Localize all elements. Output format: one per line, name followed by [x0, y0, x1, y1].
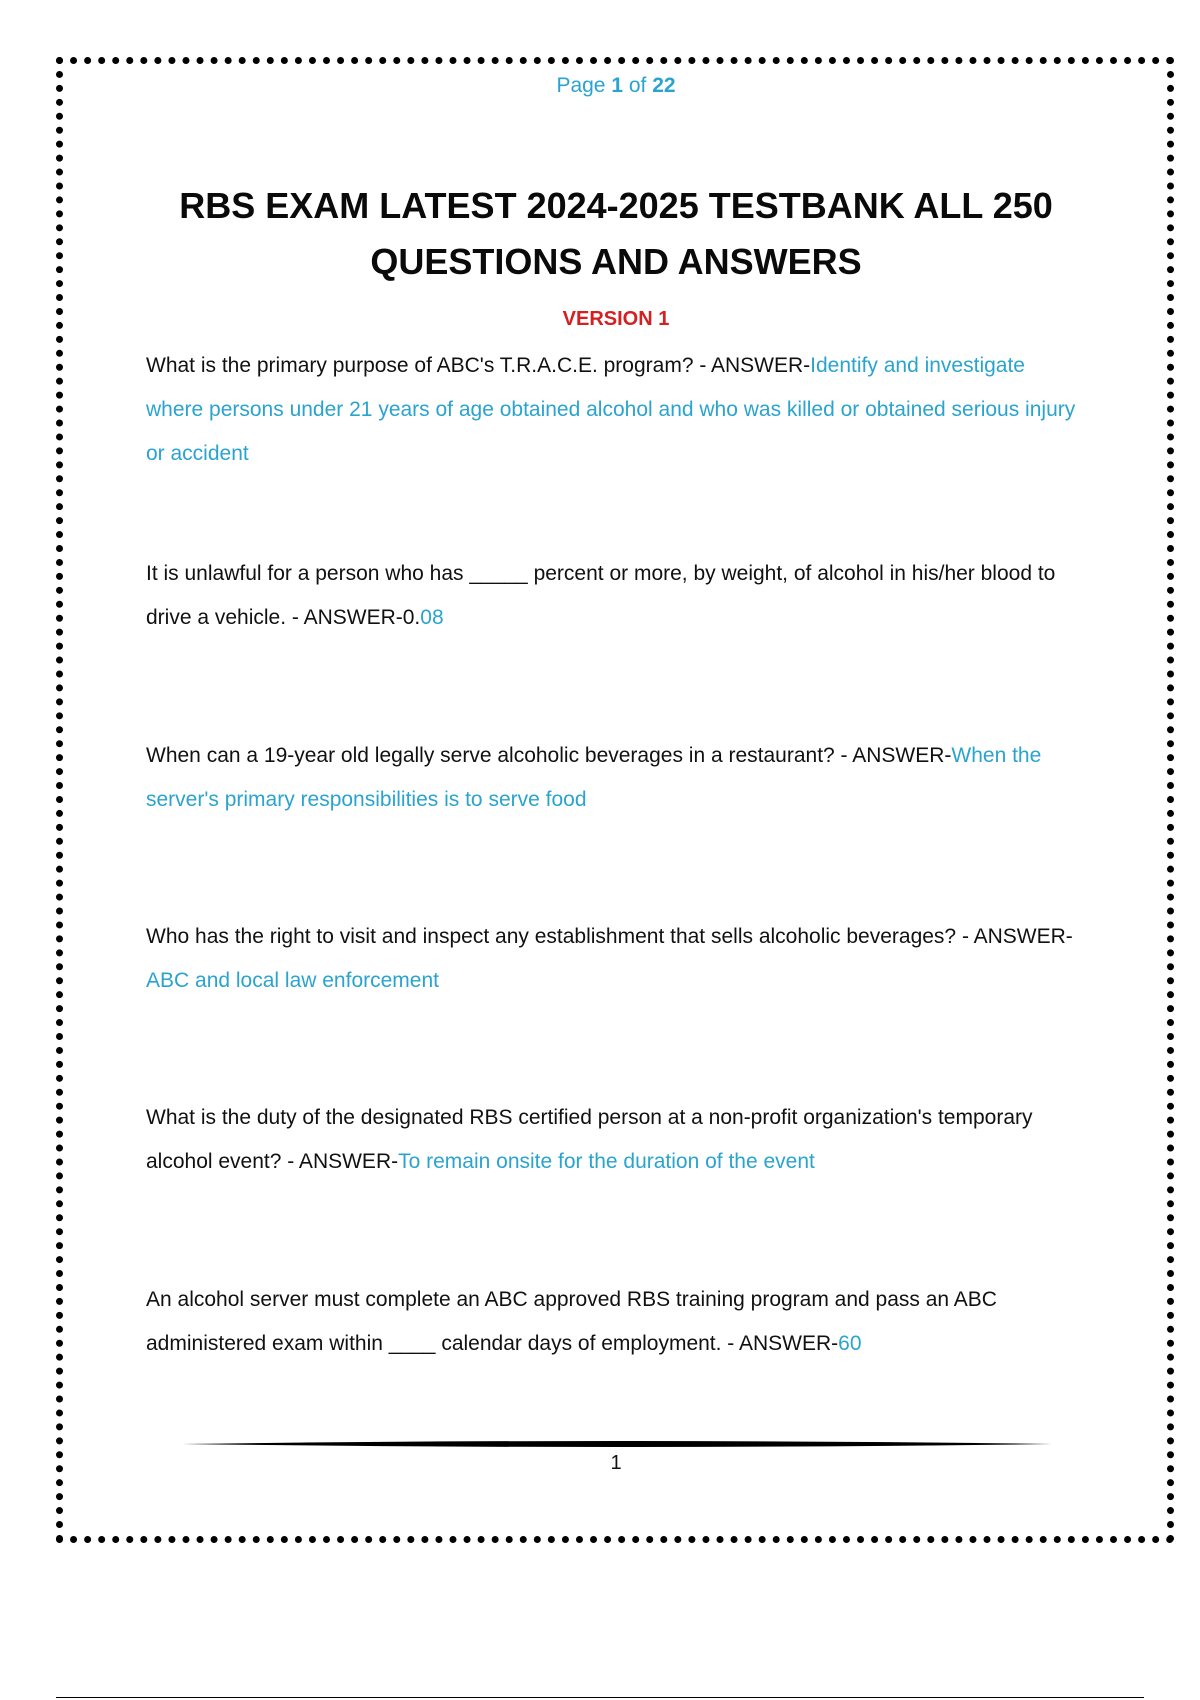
- question-text: What is the primary purpose of ABC's T.R.A.C.E. program? - ANSWER-: [146, 354, 811, 377]
- question-text: When can a 19-year old legally serve alcoholic beverages in a restaurant? - ANSWER-: [146, 744, 952, 767]
- qa-item-3: [146, 734, 1086, 822]
- answer-text: ABC and local law enforcement: [146, 969, 439, 992]
- page-prefix: Page: [556, 74, 612, 97]
- qa-item-6: [146, 1278, 1086, 1366]
- page-number: 1: [610, 1452, 622, 1474]
- next-page-edge: [56, 1697, 1144, 1698]
- current-page: 1: [611, 74, 624, 97]
- qa-item-2: [146, 552, 1086, 640]
- question-text: An alcohol server must complete an ABC approved RBS training program and pass an ABC administered exam within ____ calendar days of employment. - ANSWER-: [146, 1288, 997, 1355]
- question-text: Who has the right to visit and inspect any establishment that sells alcoholic beverages? - ANSWER-: [146, 925, 1073, 948]
- page-mid: of: [623, 74, 653, 97]
- page-counter: [0, 74, 1200, 98]
- qa-item-4: [146, 915, 1086, 1003]
- answer-text: 08: [420, 606, 444, 629]
- qa-item-1: [146, 344, 1086, 476]
- document-title: RBS EXAM LATEST 2024-2025 TESTBANK ALL 250 QUESTIONS AND ANSWERS: [179, 185, 1053, 282]
- footer-rule: [182, 1439, 1052, 1449]
- question-text: What is the duty of the designated RBS certified person at a non-profit organization's temporary alcohol event? - ANSWER-: [146, 1106, 1033, 1173]
- question-text: It is unlawful for a person who has _____ percent or more, by weight, of alcohol in his/her blood to drive a vehicle. - ANSWER-0.: [146, 562, 1056, 629]
- answer-text: Identify and investigate where persons under 21 years of age obtained alcohol and who was killed or obtained serious injury or accident: [146, 354, 1076, 465]
- version-label: VERSION 1: [562, 308, 670, 330]
- answer-text: To remain onsite for the duration of the event: [398, 1150, 815, 1173]
- total-pages: 22: [652, 74, 676, 97]
- answer-text: When the server's primary responsibilities is to serve food: [146, 744, 1042, 811]
- answer-text: 60: [838, 1332, 862, 1355]
- qa-item-5: [146, 1096, 1086, 1184]
